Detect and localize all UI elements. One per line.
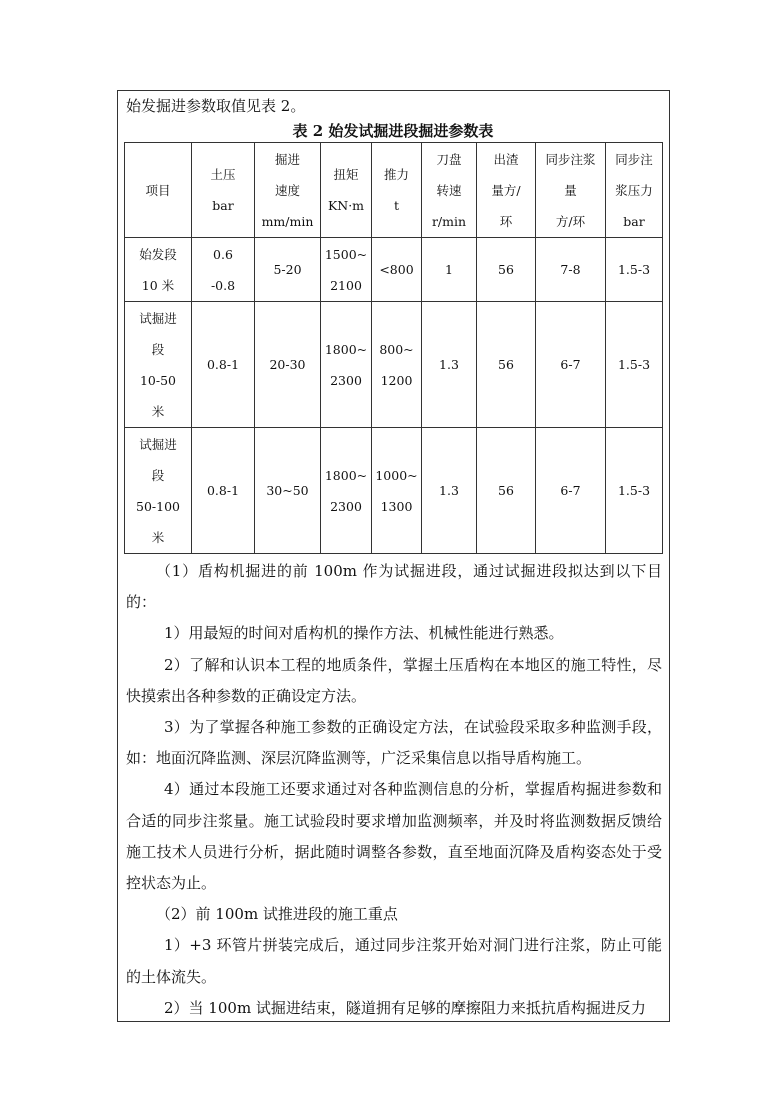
cell-item (125, 428, 192, 554)
cell-line: 段 (151, 341, 165, 357)
cell-speed (255, 238, 321, 302)
cell-line: 刀盘 (436, 151, 462, 167)
table-row (125, 238, 663, 302)
paragraph: （1）盾构机掘进的前 100m 作为试掘进段，通过试掘进段拟达到以下目的： (126, 562, 662, 612)
cell-line: 浆压力 (615, 182, 653, 198)
cell-soil-pressure (192, 302, 255, 428)
table-row (125, 428, 663, 554)
cell-cutter-speed (422, 238, 477, 302)
cell-line: 1.3 (439, 483, 459, 498)
cell-grout-volume (536, 428, 606, 554)
cell-speed (255, 428, 321, 554)
cell-line: 始发段 (139, 246, 177, 262)
cell-line: 0.8-1 (206, 357, 240, 372)
cell-line: 方/环 (555, 213, 586, 229)
cell-line: 试掘进 (139, 310, 177, 326)
cell-torque (321, 302, 372, 428)
table-caption: 表 2 始发试掘进段掘进参数表 (292, 122, 494, 140)
cell-line: bar (623, 213, 645, 229)
cell-line: 1.5-3 (617, 357, 651, 372)
cell-grout-pressure (606, 302, 663, 428)
cell-line: 1.5-3 (617, 483, 651, 498)
cell-line: 7-8 (560, 262, 581, 277)
cell-line: 同步注浆 (545, 151, 596, 167)
cell-line: 1500~ (324, 246, 368, 262)
cell-line: mm/min (261, 213, 314, 229)
cell-line: 1300 (380, 498, 413, 514)
cell-line: 2300 (330, 498, 362, 514)
cell-line: 1000~ (375, 467, 418, 483)
cell-line: t (393, 198, 400, 213)
cell-grout-pressure (606, 238, 663, 302)
cell-grout-volume (536, 302, 606, 428)
cell-line: bar (212, 198, 234, 213)
cell-line: 米 (151, 529, 165, 545)
cell-thrust (372, 302, 422, 428)
cell-line: 试掘进 (139, 436, 177, 452)
cell-line: 0.8-1 (206, 483, 240, 498)
cell-line: 环 (499, 213, 513, 229)
cell-speed (255, 302, 321, 428)
cell-muck (477, 428, 536, 554)
cell-torque (321, 238, 372, 302)
cell-grout-volume (536, 238, 606, 302)
paragraph: 1）用最短的时间对盾构机的操作方法、机械性能进行熟悉。 (164, 624, 564, 643)
cell-torque (321, 428, 372, 554)
cell-line: 米 (151, 403, 165, 419)
header-cell (372, 143, 422, 238)
header-cell (606, 143, 663, 238)
cell-grout-pressure (606, 428, 663, 554)
cell-line: r/min (431, 213, 467, 229)
header-cell (255, 143, 321, 238)
table-row (125, 302, 663, 428)
cell-line: 量 (564, 182, 577, 198)
cell-soil-pressure (192, 428, 255, 554)
cell-line: 2300 (330, 372, 362, 388)
cell-line: KN·m (327, 198, 365, 213)
cell-line: 56 (498, 483, 514, 498)
cell-cutter-speed (422, 428, 477, 554)
header-cell (477, 143, 536, 238)
header-cell (422, 143, 477, 238)
cell-line: -0.8 (210, 277, 236, 293)
cell-line: 量方/ (491, 182, 521, 198)
intro-text: 始发掘进参数取值见表 2。 (126, 97, 306, 115)
cell-item (125, 238, 192, 302)
paragraph: 4）通过本段施工还要求通过对各种监测信息的分析，掌握盾构掘进参数和合适的同步注浆量。施工试验段时要求增加监测频率，并及时将监测数据反馈给施工技术人员进行分析，据此随时调整各参数，直至地面沉降及盾构姿态处于受控状态为止。 (126, 780, 662, 893)
cell-line: 推力 (383, 167, 409, 182)
cell-muck (477, 302, 536, 428)
paragraph: 2）当 100m 试掘进结束，隧道拥有足够的摩擦阻力来抵抗盾构掘进反力 (164, 998, 646, 1017)
cell-line: 项目 (145, 182, 171, 198)
cell-line: 2100 (330, 277, 362, 293)
cell-soil-pressure (192, 238, 255, 302)
body-text (126, 556, 662, 1024)
cell-line: 5-20 (273, 262, 302, 277)
cell-line: 56 (498, 357, 514, 372)
cell-line: 掘进 (274, 151, 300, 167)
cell-line: 1.3 (439, 357, 459, 372)
cell-cutter-speed (422, 302, 477, 428)
cell-line: 转速 (436, 182, 462, 198)
cell-line: 10 米 (141, 277, 175, 293)
header-cell (536, 143, 606, 238)
cell-line: 土压 (210, 167, 236, 182)
cell-line: 速度 (274, 182, 300, 198)
cell-line: 50-100 (136, 498, 180, 514)
cell-line: 6-7 (560, 483, 581, 498)
cell-line: 同步注 (615, 151, 653, 167)
cell-line: 10-50 (139, 372, 177, 388)
header-cell (125, 143, 192, 238)
cell-line: 1 (445, 262, 453, 277)
cell-line: 段 (151, 467, 165, 483)
cell-line: 1200 (380, 372, 413, 388)
cell-line: 20-30 (269, 357, 306, 372)
paragraph: 3）为了掌握各种施工参数的正确设定方法，在试验段采取多种监测手段，如：地面沉降监测、深层沉降监测等，广泛采集信息以指导盾构施工。 (126, 718, 662, 768)
header-cell (192, 143, 255, 238)
cell-line: 0.6 (213, 246, 233, 262)
cell-line: 800~ (379, 341, 414, 357)
cell-line: 1800~ (324, 341, 368, 357)
cell-line: 出渣 (493, 151, 519, 167)
cell-item (125, 302, 192, 428)
paragraph: 2）了解和认识本工程的地质条件，掌握土压盾构在本地区的施工特性，尽快摸索出各种参数的正确设定方法。 (126, 655, 662, 705)
header-cell (321, 143, 372, 238)
cell-thrust (372, 238, 422, 302)
cell-line: 扭矩 (333, 167, 359, 182)
cell-line: 30~50 (266, 483, 309, 498)
cell-line: 56 (498, 262, 514, 277)
cell-line: <800 (379, 262, 414, 277)
cell-thrust (372, 428, 422, 554)
paragraph: （2）前 100m 试推进段的施工重点 (156, 905, 398, 924)
cell-muck (477, 238, 536, 302)
header-row (125, 143, 663, 238)
cell-line: 6-7 (560, 357, 581, 372)
parameter-table (124, 142, 663, 554)
paragraph: 1）+3 环管片拼装完成后，通过同步注浆开始对洞门进行注浆，防止可能的土体流失。 (126, 936, 662, 986)
cell-line: 1.5-3 (617, 262, 651, 277)
cell-line: 1800~ (324, 467, 368, 483)
